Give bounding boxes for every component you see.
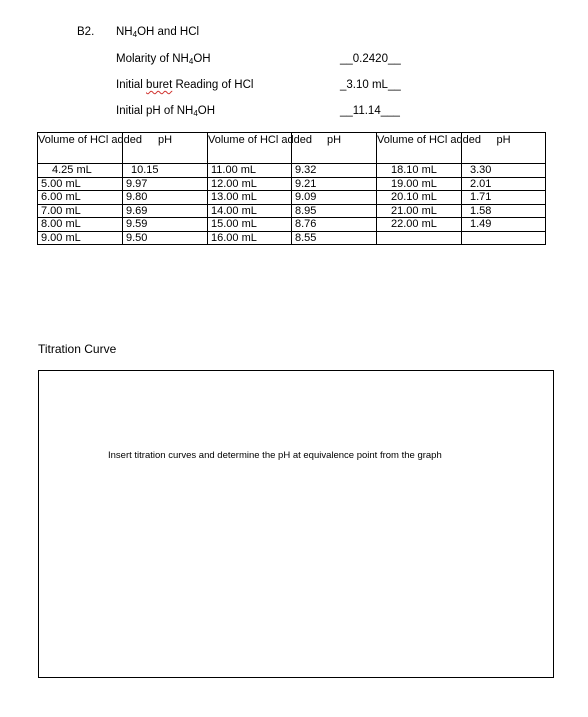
header-ph-3: pH: [462, 133, 546, 164]
table-cell: 9.80: [123, 191, 208, 205]
table-row: [38, 177, 546, 191]
table-cell: 2.01: [462, 177, 546, 191]
table-cell: [377, 231, 462, 245]
molarity-value: __0.2420__: [340, 53, 401, 65]
table-header-row: [38, 133, 546, 164]
table-cell: 9.09: [292, 191, 377, 205]
table-row: [38, 191, 546, 205]
initial-ph-label: Initial pH of $NH_4OH$: [116, 105, 216, 118]
table-cell: 9.21: [292, 177, 377, 191]
molarity-label: Molarity of $NH_4OH$: [116, 53, 211, 66]
table-cell: 8.95: [292, 204, 377, 218]
table-cell: 19.00 mL: [377, 177, 462, 191]
table-cell: 12.00 mL: [208, 177, 292, 191]
table-cell: 9.97: [123, 177, 208, 191]
table-cell: 1.49: [462, 218, 546, 232]
table-cell: 1.58: [462, 204, 546, 218]
table-row: [38, 204, 546, 218]
table-cell: 7.00 mL: [38, 204, 123, 218]
table-cell: 18.10 mL: [377, 164, 462, 178]
header-volume-1: Volume of HCl added: [38, 133, 123, 164]
table-row: [38, 164, 546, 178]
table-cell: 4.25 mL: [38, 164, 123, 178]
table-cell: 9.32: [292, 164, 377, 178]
table-cell: 10.15: [123, 164, 208, 178]
initial-buret-value: _3.10 mL__: [340, 79, 401, 91]
titration-curve-box: [38, 370, 554, 678]
titration-data-table: [37, 132, 546, 245]
table-cell: 9.50: [123, 231, 208, 245]
initial-buret-label: Initial buret Reading of HCl: [116, 79, 254, 91]
table-cell: 6.00 mL: [38, 191, 123, 205]
table-cell: 3.30: [462, 164, 546, 178]
table-cell: 9.00 mL: [38, 231, 123, 245]
header-volume-2: Volume of HCl added: [208, 133, 292, 164]
table-cell: 9.69: [123, 204, 208, 218]
table-cell: 11.00 mL: [208, 164, 292, 178]
table-cell: 8.76: [292, 218, 377, 232]
table-cell: 14.00 mL: [208, 204, 292, 218]
initial-ph-value: __11.14___: [340, 105, 400, 117]
table-cell: 15.00 mL: [208, 218, 292, 232]
table-cell: 5.00 mL: [38, 177, 123, 191]
section-number: B2.: [77, 26, 95, 38]
table-cell: 20.10 mL: [377, 191, 462, 205]
header-ph-2: pH: [292, 133, 377, 164]
titration-curve-label: Titration Curve: [38, 342, 117, 356]
table-cell: 22.00 mL: [377, 218, 462, 232]
table-cell: 13.00 mL: [208, 191, 292, 205]
table-cell: 8.55: [292, 231, 377, 245]
table-cell: 8.00 mL: [38, 218, 123, 232]
titration-instruction: Insert titration curves and determine the pH at equivalence point from the graph: [108, 450, 442, 461]
section-title: $NH_4OH$ and HCl: [116, 26, 200, 39]
table-row: [38, 218, 546, 232]
table-row: [38, 231, 546, 245]
spellcheck-squiggle: buret: [146, 79, 173, 91]
table-cell: [462, 231, 546, 245]
table-cell: 21.00 mL: [377, 204, 462, 218]
header-ph-1: pH: [123, 133, 208, 164]
table-cell: 9.59: [123, 218, 208, 232]
header-volume-3: Volume of HCl added: [377, 133, 462, 164]
table-cell: 1.71: [462, 191, 546, 205]
table-cell: 16.00 mL: [208, 231, 292, 245]
